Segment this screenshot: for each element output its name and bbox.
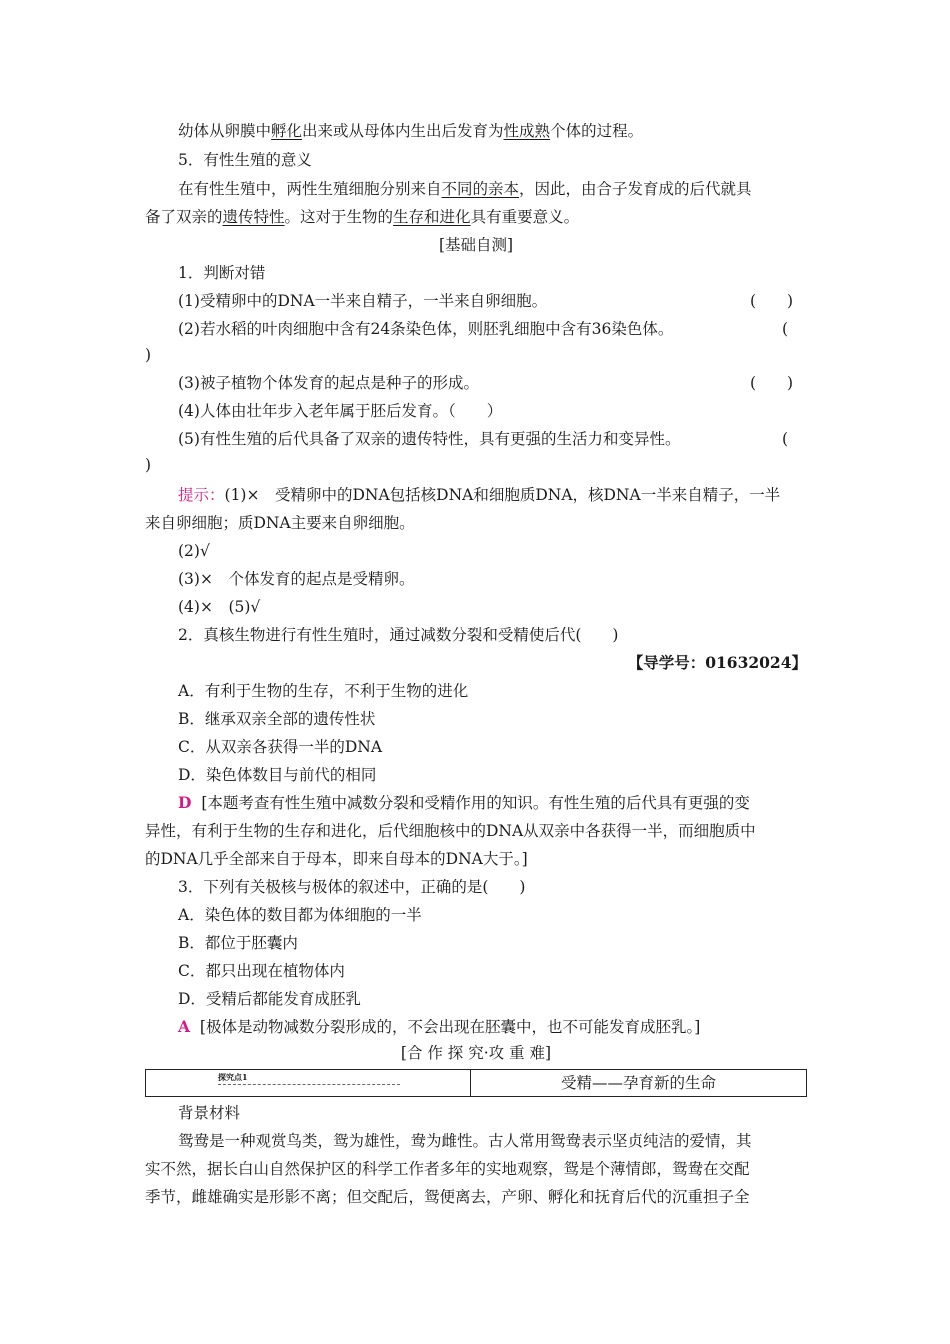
explore-point-table: [145, 1069, 807, 1097]
hint-line-4: (3)× 个体发育的起点是受精卵。: [178, 570, 415, 588]
dashed-line: [218, 1084, 400, 1085]
explore-tag: 探究点1: [218, 1072, 248, 1082]
q2-explanation-line-3: 的DNA几乎全部来自于母本，即来自母本的DNA大于。]: [145, 850, 528, 868]
q2-option-b: B．继承双亲全部的遗传性状: [178, 710, 376, 728]
answer-letter: A: [178, 1017, 191, 1036]
q3-option-d: D．受精后都能发育成胚乳: [178, 990, 361, 1008]
judge-item-4: (4)人体由壮年步入老年属于胚后发育。（ ）: [178, 402, 503, 420]
hint-line-1: 提示：(1)× 受精卵中的DNA包括核DNA和细胞质DNA，核DNA一半来自精子，一半: [178, 486, 781, 504]
q2-option-c: C．从双亲各获得一半的DNA: [178, 738, 383, 756]
answer-blank-close: ): [145, 456, 152, 474]
underlined-term: 遗传特性: [222, 208, 285, 226]
q2-explanation-line-1: D [本题考查有性生殖中减数分裂和受精作用的知识。有性生殖的后代具有更强的变: [178, 793, 750, 812]
judge-item-2: (2)若水稻的叶肉细胞中含有24条染色体，则胚乳细胞中含有36染色体。: [178, 320, 674, 338]
answer-letter: D: [178, 793, 192, 812]
hint-line-2: 来自卵细胞；质DNA主要来自卵细胞。: [145, 514, 415, 532]
background-line-2: 实不然，据长白山自然保护区的科学工作者多年的实地观察，鸳是个薄情郎，鸳鸯在交配: [145, 1160, 750, 1178]
hint-line-5: (4)× (5)√: [178, 598, 261, 616]
intro-line-1: 幼体从卵膜中孵化出来或从母体内生出后发育为性成熟个体的过程。: [178, 122, 644, 140]
background-line-3: 季节，雌雄确实是形影不离；但交配后，鸳便离去，产卵、孵化和抚育后代的沉重担子全: [145, 1188, 750, 1206]
explore-topic-cell: 受精——孕育新的生命: [560, 1074, 716, 1092]
background-line-1: 鸳鸯是一种观赏鸟类，鸳为雄性，鸯为雌性。古人常用鸳鸯表示坚贞纯洁的爱情，其: [178, 1132, 752, 1150]
background-title: 背景材料: [178, 1104, 241, 1122]
underlined-term: 不同的亲本: [441, 180, 520, 198]
answer-blank-open: (: [782, 320, 789, 338]
q3-option-a: A．染色体的数目都为体细胞的一半: [178, 906, 422, 924]
q2-explanation-line-2: 异性，有利于生物的生存和进化，后代细胞核中的DNA从双亲中各获得一半，而细胞质中: [145, 822, 756, 840]
q3-option-b: B．都位于胚囊内: [178, 934, 298, 952]
underlined-term: 生存和进化: [393, 208, 471, 226]
hint-line-3: (2)√: [178, 542, 210, 560]
question-3-stem: 3．下列有关极核与极体的叙述中，正确的是( ): [178, 878, 526, 896]
guide-number: 【导学号：01632024】: [627, 653, 807, 672]
q2-option-a: A．有利于生物的生存，不利于生物的进化: [178, 682, 469, 700]
underlined-term: 性成熟: [503, 122, 551, 140]
question-1-title: 1．判断对错: [178, 264, 266, 282]
judge-item-5: (5)有性生殖的后代具备了双亲的遗传特性，具有更强的生活力和变异性。: [178, 430, 681, 448]
q2-option-d: D．染色体数目与前代的相同: [178, 766, 377, 784]
question-2-stem: 2．真核生物进行有性生殖时，通过减数分裂和受精使后代( ): [178, 626, 619, 644]
intro-paragraph-line-2: 备了双亲的遗传特性。这对于生物的生存和进化具有重要意义。: [145, 208, 580, 226]
q3-option-c: C．都只出现在植物体内: [178, 962, 345, 980]
answer-blank-close: ): [145, 346, 152, 364]
answer-blank-open: (: [782, 430, 789, 448]
answer-blank: ( ): [750, 374, 794, 392]
hint-label: 提示：: [178, 486, 225, 504]
judge-item-3: (3)被子植物个体发育的起点是种子的形成。: [178, 374, 479, 392]
underlined-term: 孵化: [271, 122, 303, 140]
section-title-explore: [合 作 探 究·攻 重 难]: [400, 1044, 552, 1062]
judge-item-1: (1)受精卵中的DNA一半来自精子，一半来自卵细胞。: [178, 292, 548, 310]
answer-blank: ( ): [750, 292, 794, 310]
q3-explanation: A [极体是动物减数分裂形成的，不会出现在胚囊中，也不可能发育成胚乳。]: [178, 1017, 701, 1036]
explore-tag-cell: [146, 1070, 471, 1096]
intro-paragraph-line-1: 在有性生殖中，两性生殖细胞分别来自不同的亲本，因此，由合子发育成的后代就具: [178, 180, 752, 198]
section-heading-5: 5．有性生殖的意义: [178, 151, 312, 169]
section-title-self-test: [基础自测]: [438, 236, 514, 254]
